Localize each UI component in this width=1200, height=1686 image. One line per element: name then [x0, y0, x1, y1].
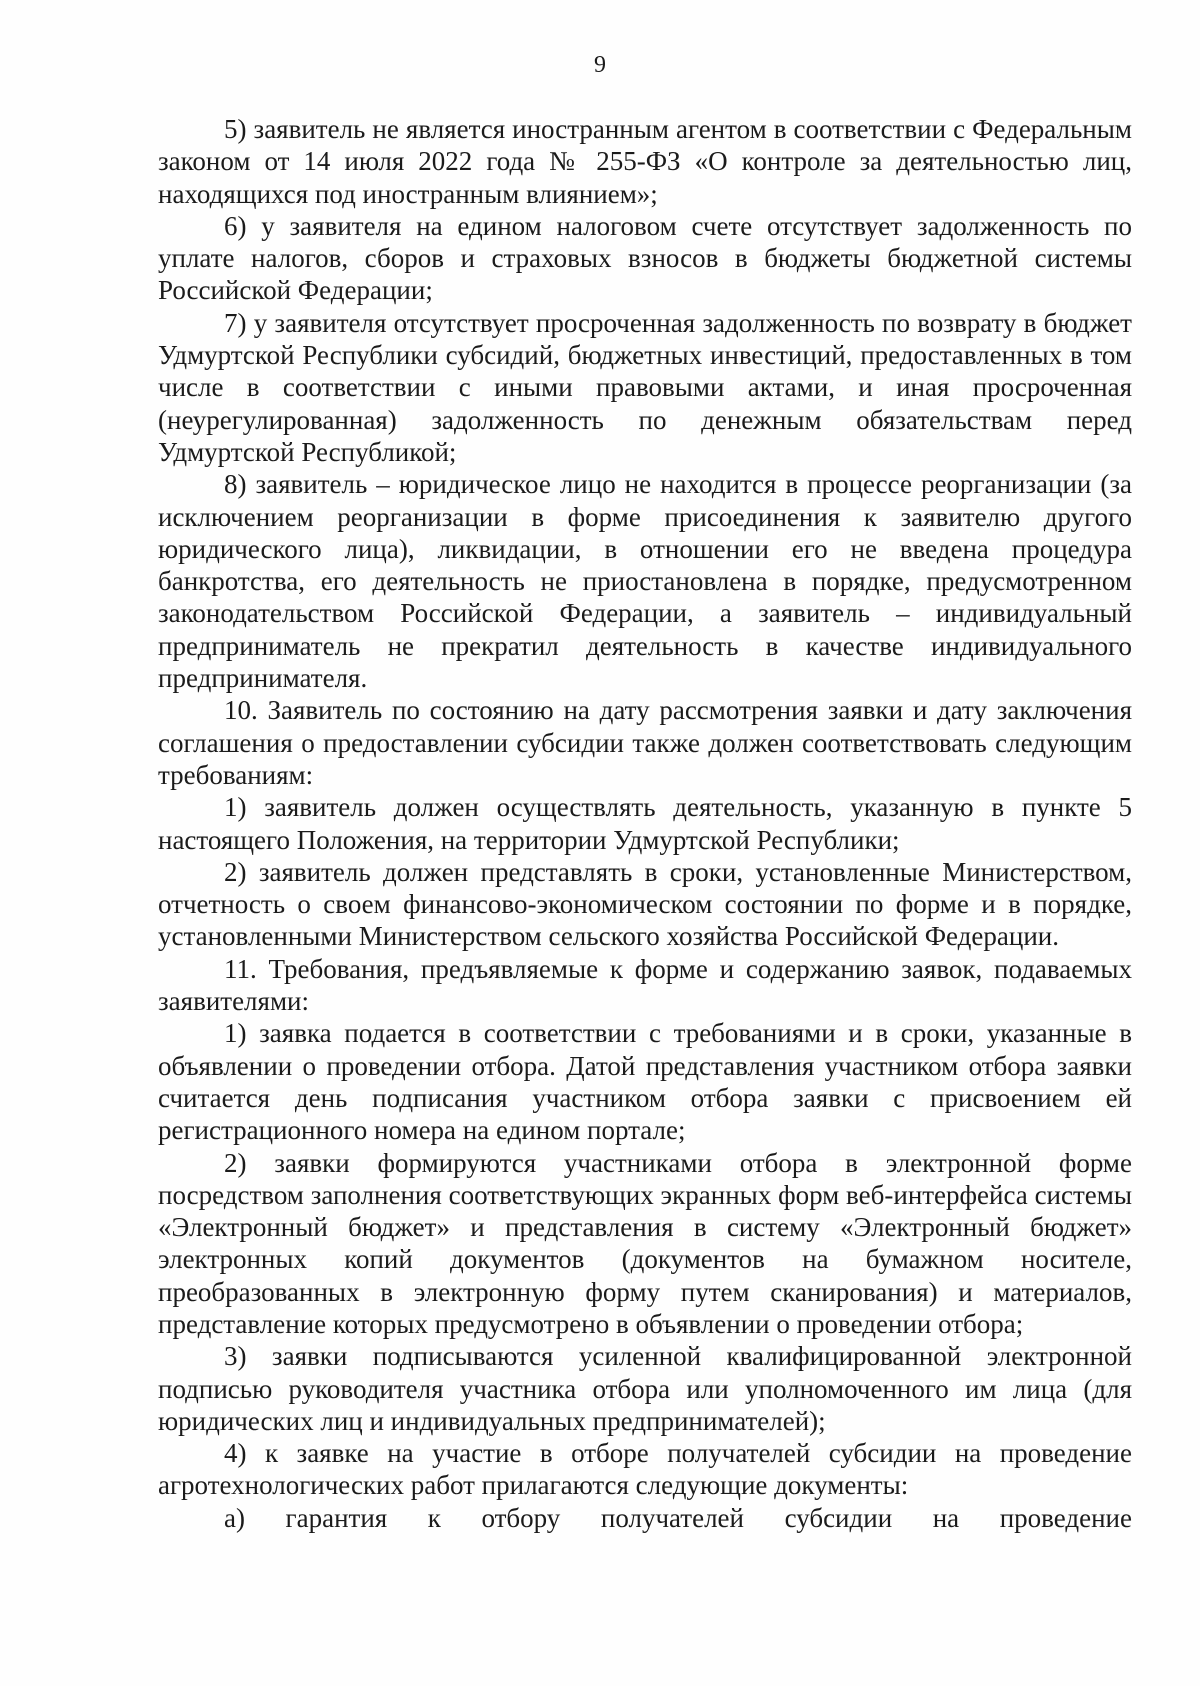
document-body	[158, 113, 1132, 1534]
paragraph-section-10: 10. Заявитель по состоянию на дату рассмотрения заявки и дату заключения соглашения о предоставлении субсидии также должен соответствовать следующим требованиям:	[158, 695, 1132, 790]
paragraph-item-8: 8) заявитель – юридическое лицо не находится в процессе реорганизации (за исключением реорганизации в форме присоединения к заявителю другого юридического лица), ликвидации, в отношении его не введена процедура банкротства, его деятельность не приостановлена в порядке, предусмотренном законодательством Российской Федерации, а заявитель – индивидуальный предприниматель не прекратил деятельность в качестве индивидуального предпринимателя.	[158, 469, 1132, 694]
page-number: 9	[594, 52, 606, 78]
paragraph-section-11: 11. Требования, предъявляемые к форме и содержанию заявок, подаваемых заявителями:	[158, 953, 1132, 1017]
paragraph-11-item-3: 3) заявки подписываются усиленной квалифицированной электронной подписью руководителя участника отбора или уполномоченного им лица (для юридических лиц и индивидуальных предпринимателей);	[158, 1341, 1132, 1436]
paragraph-item-6: 6) у заявителя на едином налоговом счете отсутствует задолженность по уплате налогов, сборов и страховых взносов в бюджеты бюджетной системы Российской Федерации;	[158, 210, 1132, 306]
paragraph-item-5: 5) заявитель не является иностранным агентом в соответствии с Федеральным законом от 14 июля 2022 года № 255-ФЗ «О контроле за деятельностью лиц, находящихся под иностранным влиянием»;	[158, 114, 1132, 209]
paragraph-10-item-2: 2) заявитель должен представлять в сроки, установленные Министерством, отчетность о своем финансово-экономическом состоянии по форме и в порядке, установленными Министерством сельского хозяйства Российской Федерации.	[158, 856, 1132, 952]
paragraph-11-item-2: 2) заявки формируются участниками отбора в электронной форме посредством заполнения соответствующих экранных форм веб-интерфейса системы «Электронный бюджет» и представления в систему «Электронный бюджет» электронных копий документов (документов на бумажном носителе, преобразованных в электронную форму путем сканирования) и материалов, представление которых предусмотрено в объявлении о проведении отбора;	[158, 1147, 1132, 1339]
paragraph-item-7: 7) у заявителя отсутствует просроченная задолженность по возврату в бюджет Удмуртской Республики субсидий, бюджетных инвестиций, предоставленных в том числе в соответствии с иными правовыми актами, и иная просроченная (неурегулированная) задолженность по денежным обязательствам перед Удмуртской Республикой;	[158, 307, 1132, 467]
paragraph-11-item-4: 4) к заявке на участие в отборе получателей субсидии на проведение агротехнологических работ прилагаются следующие документы:	[158, 1438, 1132, 1501]
paragraph-10-item-1: 1) заявитель должен осуществлять деятельность, указанную в пункте 5 настоящего Положения, на территории Удмуртской Республики;	[158, 792, 1132, 855]
paragraph-11-item-4-a: а) гарантия к отбору получателей субсидии на проведение	[224, 1502, 1132, 1533]
paragraph-11-item-1: 1) заявка подается в соответствии с требованиями и в сроки, указанные в объявлении о проведении отбора. Датой представления участником отбора заявки считается день подписания участником отбора заявки с присвоением ей регистрационного номера на едином портале;	[158, 1018, 1132, 1146]
